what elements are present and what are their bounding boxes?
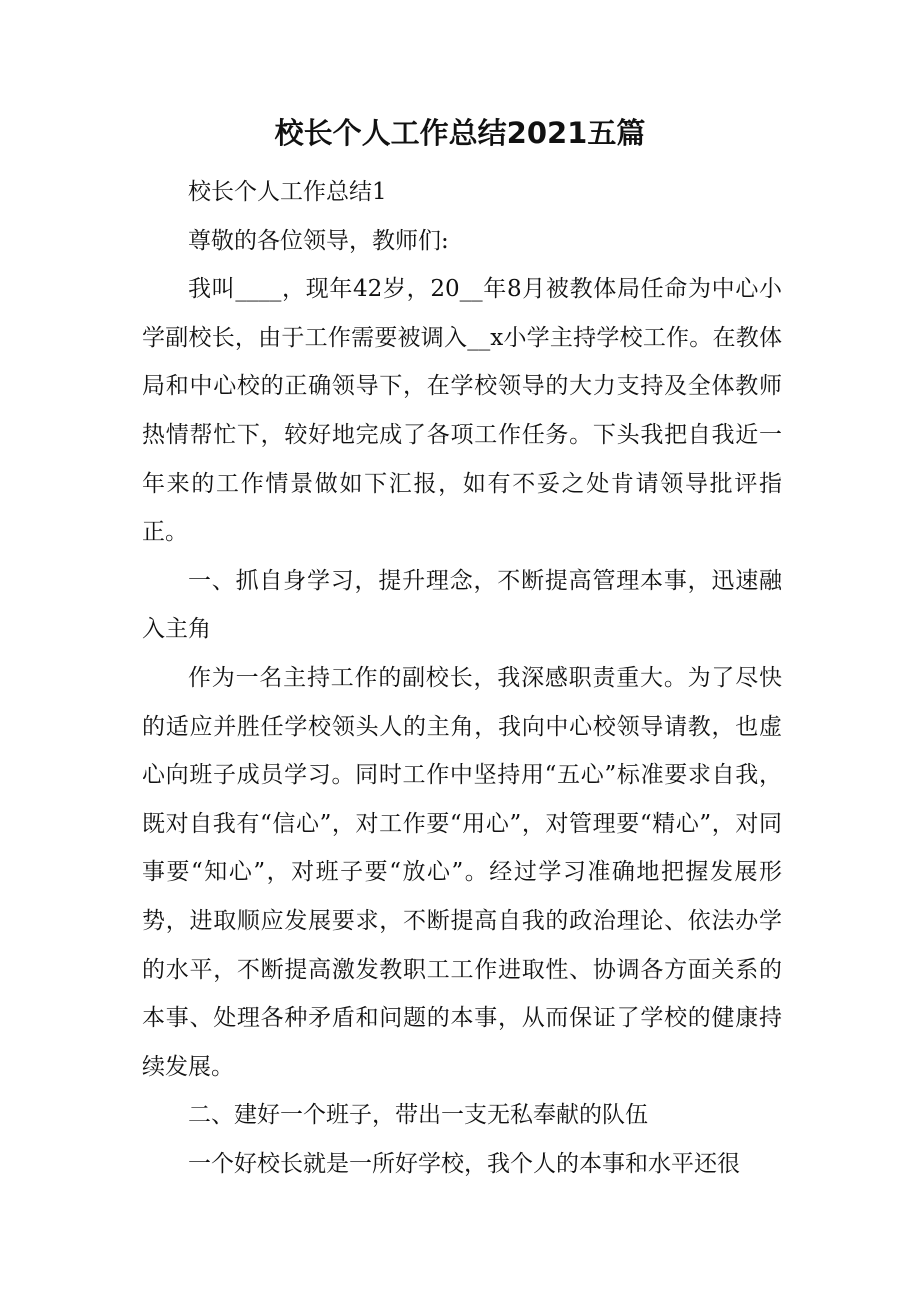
document-body xyxy=(142,168,782,1188)
document-title: 校长个人工作总结2021五篇 xyxy=(274,116,646,150)
section-heading-1: 校长个人工作总结1 xyxy=(188,179,387,205)
paragraph-team: 一个好校长就是一所好学校，我个人的本事和水平还很 xyxy=(188,1150,740,1177)
salutation: 尊敬的各位领导，教师们: xyxy=(188,227,449,254)
subheading-one: 一、抓自身学习，提升理念，不断提高管理本事，迅速融入主角 xyxy=(142,567,782,643)
paragraph-study: 作为一名主持工作的副校长，我深感职责重大。为了尽快的适应并胜任学校领头人的主角，我向中心校领导请教，也虚心向班子成员学习。同时工作中坚持用“五心”标准要求自我，既对自我有“信心”，对工作要“用心”，对管理要“精心”，对同事要“知心”，对班子要“放心”。经过学习准确地把握发展形势，进取顺应发展要求，不断提高自我的政治理论、依法办学的水平，不断提高激发教职工工作进取性、协调各方面关系的本事、处理各种矛盾和问题的本事，从而保证了学校的健康持续发展。 xyxy=(142,664,782,1080)
subheading-two: 二、建好一个班子，带出一支无私奉献的队伍 xyxy=(188,1102,648,1129)
paragraph-intro: 我叫____，现年42岁，20__年8月被教体局任命为中心小学副校长，由于工作需要被调入__x小学主持学校工作。在教体局和中心校的正确领导下，在学校领导的大力支持及全体教师热情帮忙下，较好地完成了各项工作任务。下头我把自我近一年来的工作情景做如下汇报，如有不妥之处肯请领导批评指正。 xyxy=(142,276,782,546)
